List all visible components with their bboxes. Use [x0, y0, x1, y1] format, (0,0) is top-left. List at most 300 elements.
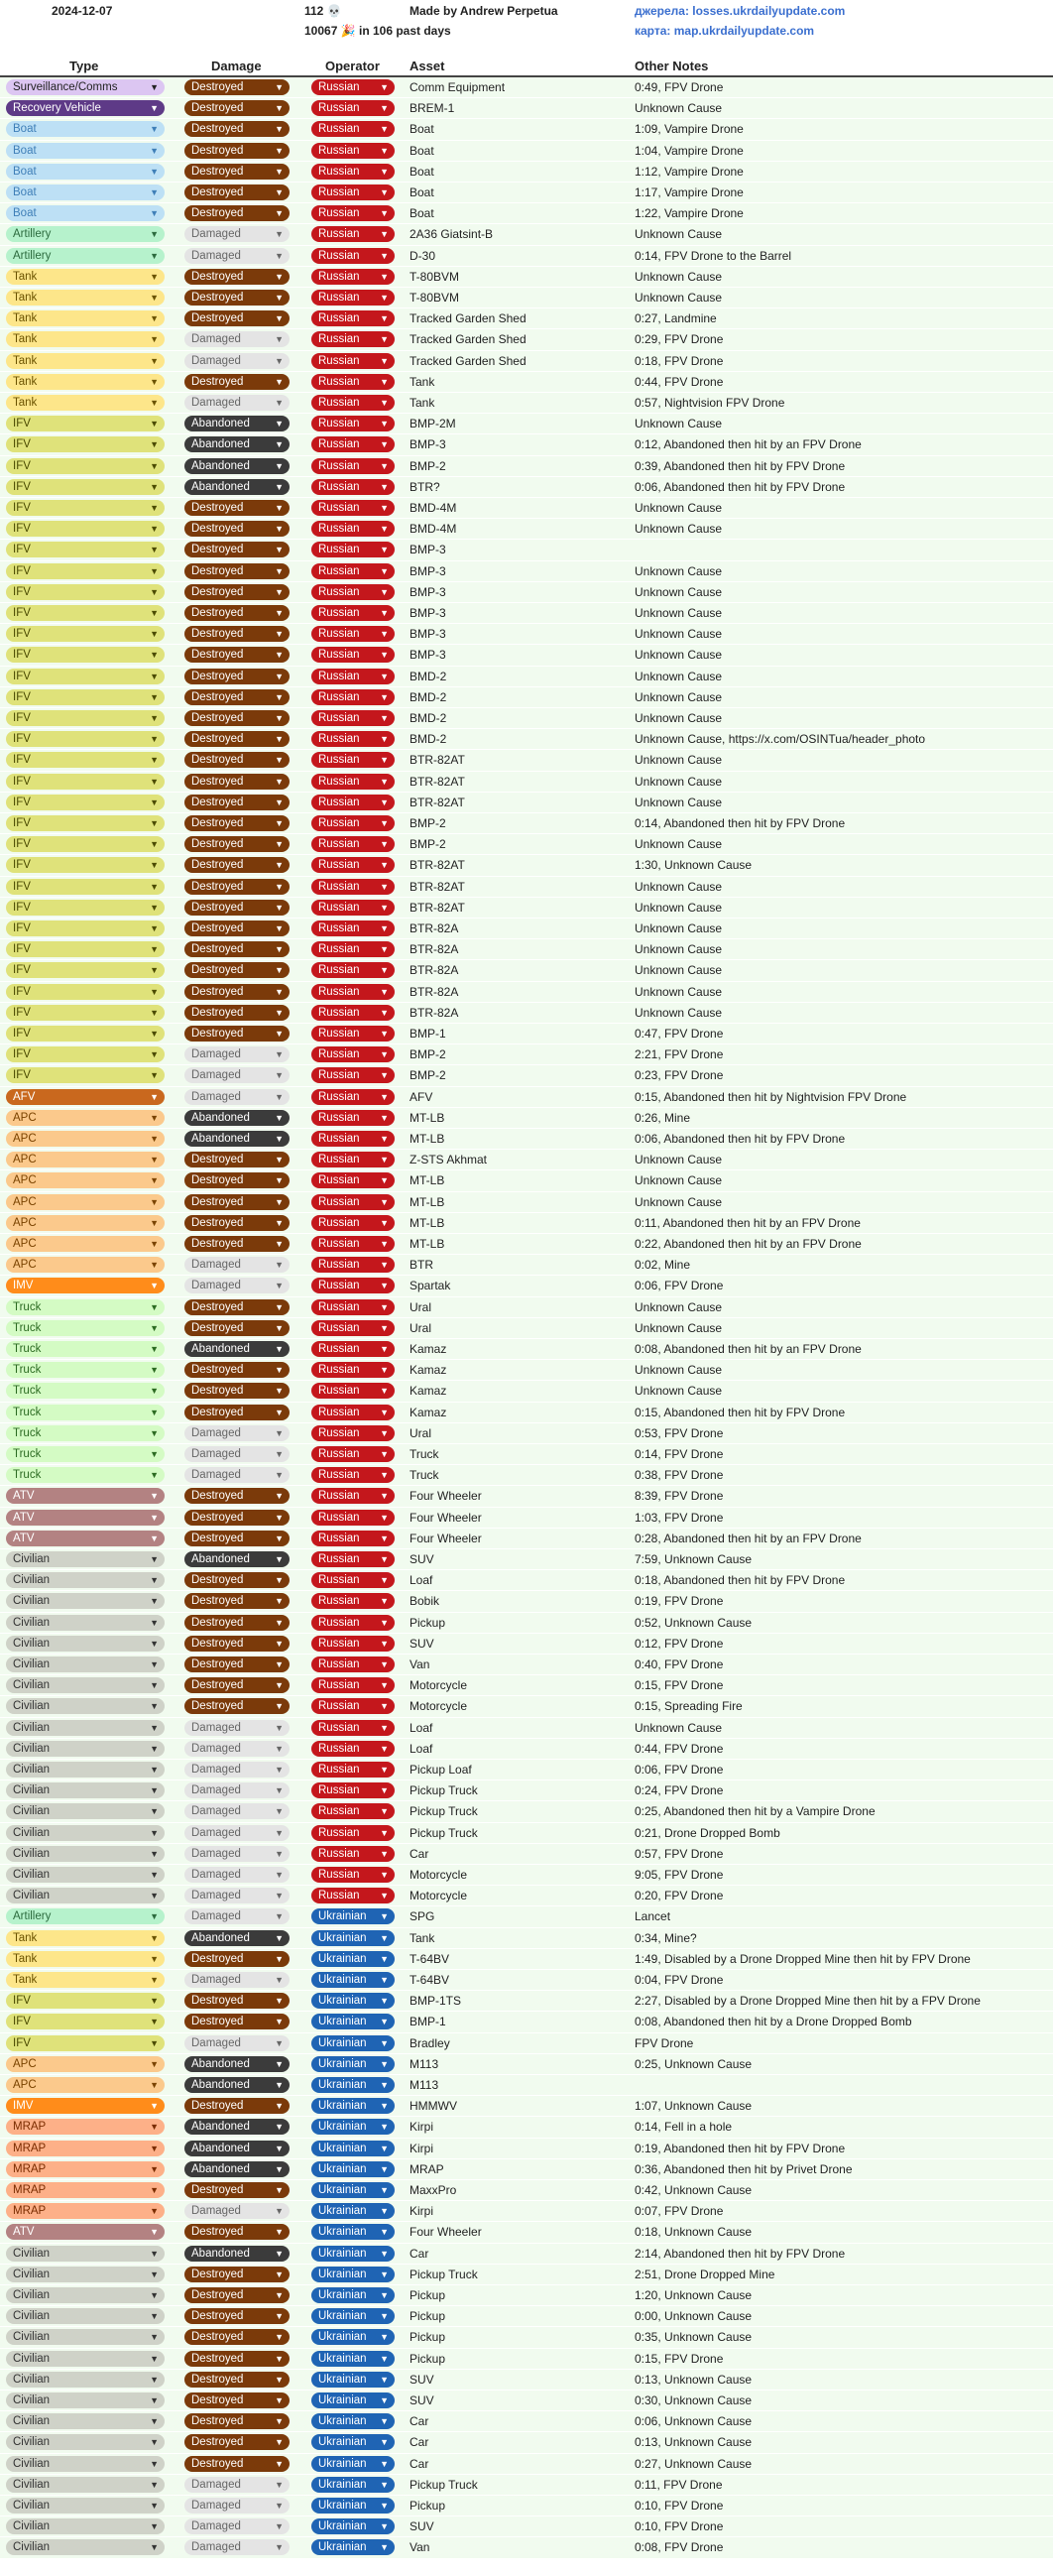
column-header-notes[interactable]: Other Notes	[635, 59, 709, 73]
damage-select[interactable]	[184, 1720, 290, 1736]
operator-select[interactable]	[311, 1320, 395, 1336]
dropdown-arrow-icon[interactable]: ▼	[380, 2248, 389, 2259]
type-select[interactable]	[6, 1194, 165, 1210]
dropdown-arrow-icon[interactable]: ▼	[380, 313, 389, 324]
dropdown-arrow-icon[interactable]: ▼	[150, 481, 159, 492]
dropdown-arrow-icon[interactable]: ▼	[150, 860, 159, 871]
dropdown-arrow-icon[interactable]: ▼	[380, 145, 389, 156]
dropdown-arrow-icon[interactable]: ▼	[380, 1322, 389, 1333]
dropdown-arrow-icon[interactable]: ▼	[275, 2311, 284, 2322]
dropdown-arrow-icon[interactable]: ▼	[150, 166, 159, 177]
type-select[interactable]	[6, 1172, 165, 1188]
type-select[interactable]	[6, 1908, 165, 1924]
type-select[interactable]	[6, 2287, 165, 2303]
damage-select[interactable]	[184, 731, 290, 747]
damage-select[interactable]	[184, 310, 290, 326]
dropdown-arrow-icon[interactable]: ▼	[380, 2458, 389, 2469]
type-select[interactable]	[6, 1593, 165, 1609]
type-select[interactable]	[6, 584, 165, 600]
dropdown-arrow-icon[interactable]: ▼	[150, 1785, 159, 1796]
dropdown-arrow-icon[interactable]: ▼	[275, 1827, 284, 1838]
type-select[interactable]	[6, 2372, 165, 2388]
operator-select[interactable]	[311, 395, 395, 411]
dropdown-arrow-icon[interactable]: ▼	[275, 250, 284, 261]
dropdown-arrow-icon[interactable]: ▼	[380, 545, 389, 555]
damage-select[interactable]	[184, 458, 290, 474]
type-select[interactable]	[6, 1257, 165, 1273]
damage-select[interactable]	[184, 1467, 290, 1483]
dropdown-arrow-icon[interactable]: ▼	[275, 2416, 284, 2427]
type-select[interactable]	[6, 1488, 165, 1504]
dropdown-arrow-icon[interactable]: ▼	[380, 1891, 389, 1901]
operator-select[interactable]	[311, 331, 395, 347]
dropdown-arrow-icon[interactable]: ▼	[275, 1491, 284, 1502]
dropdown-arrow-icon[interactable]: ▼	[275, 1722, 284, 1733]
type-select[interactable]	[6, 458, 165, 474]
dropdown-arrow-icon[interactable]: ▼	[380, 629, 389, 640]
dropdown-arrow-icon[interactable]: ▼	[380, 2037, 389, 2048]
type-select[interactable]	[6, 1698, 165, 1714]
damage-select[interactable]	[184, 1425, 290, 1441]
type-select[interactable]	[6, 290, 165, 306]
dropdown-arrow-icon[interactable]: ▼	[150, 82, 159, 92]
damage-select[interactable]	[184, 2413, 290, 2429]
damage-select[interactable]	[184, 2141, 290, 2156]
damage-select[interactable]	[184, 669, 290, 684]
dropdown-arrow-icon[interactable]: ▼	[275, 2353, 284, 2364]
dropdown-arrow-icon[interactable]: ▼	[380, 608, 389, 618]
dropdown-arrow-icon[interactable]: ▼	[275, 1533, 284, 1543]
dropdown-arrow-icon[interactable]: ▼	[275, 586, 284, 597]
damage-select[interactable]	[184, 2477, 290, 2493]
damage-select[interactable]	[184, 416, 290, 431]
type-select[interactable]	[6, 1046, 165, 1062]
dropdown-arrow-icon[interactable]: ▼	[380, 1196, 389, 1207]
operator-select[interactable]	[311, 962, 395, 978]
dropdown-arrow-icon[interactable]: ▼	[380, 103, 389, 114]
dropdown-arrow-icon[interactable]: ▼	[275, 923, 284, 933]
type-select[interactable]	[6, 563, 165, 579]
dropdown-arrow-icon[interactable]: ▼	[275, 1007, 284, 1018]
dropdown-arrow-icon[interactable]: ▼	[150, 2479, 159, 2490]
type-select[interactable]	[6, 1110, 165, 1126]
dropdown-arrow-icon[interactable]: ▼	[150, 124, 159, 135]
type-select[interactable]	[6, 669, 165, 684]
dropdown-arrow-icon[interactable]: ▼	[275, 1091, 284, 1102]
type-select[interactable]	[6, 2392, 165, 2408]
type-select[interactable]	[6, 2077, 165, 2093]
damage-select[interactable]	[184, 2077, 290, 2093]
type-select[interactable]	[6, 1572, 165, 1588]
dropdown-arrow-icon[interactable]: ▼	[275, 1596, 284, 1607]
dropdown-arrow-icon[interactable]: ▼	[275, 460, 284, 471]
type-select[interactable]	[6, 1067, 165, 1083]
operator-select[interactable]	[311, 2035, 395, 2051]
type-select[interactable]	[6, 2141, 165, 2156]
dropdown-arrow-icon[interactable]: ▼	[275, 1260, 284, 1271]
operator-select[interactable]	[311, 1046, 395, 1062]
operator-select[interactable]	[311, 205, 395, 221]
operator-select[interactable]	[311, 1467, 395, 1483]
dropdown-arrow-icon[interactable]: ▼	[380, 1701, 389, 1712]
operator-select[interactable]	[311, 941, 395, 957]
dropdown-arrow-icon[interactable]: ▼	[380, 208, 389, 219]
type-select[interactable]	[6, 1299, 165, 1315]
type-select[interactable]	[6, 1531, 165, 1546]
dropdown-arrow-icon[interactable]: ▼	[380, 1533, 389, 1543]
type-select[interactable]	[6, 2498, 165, 2514]
dropdown-arrow-icon[interactable]: ▼	[150, 355, 159, 366]
dropdown-arrow-icon[interactable]: ▼	[150, 839, 159, 850]
dropdown-arrow-icon[interactable]: ▼	[150, 1070, 159, 1081]
dropdown-arrow-icon[interactable]: ▼	[150, 1870, 159, 1880]
damage-select[interactable]	[184, 2056, 290, 2072]
dropdown-arrow-icon[interactable]: ▼	[380, 2143, 389, 2153]
damage-select[interactable]	[184, 79, 290, 95]
dropdown-arrow-icon[interactable]: ▼	[275, 2122, 284, 2133]
dropdown-arrow-icon[interactable]: ▼	[150, 713, 159, 723]
dropdown-arrow-icon[interactable]: ▼	[275, 1975, 284, 1985]
dropdown-arrow-icon[interactable]: ▼	[380, 2290, 389, 2300]
dropdown-arrow-icon[interactable]: ▼	[380, 2521, 389, 2532]
dropdown-arrow-icon[interactable]: ▼	[380, 1449, 389, 1459]
operator-select[interactable]	[311, 1677, 395, 1693]
dropdown-arrow-icon[interactable]: ▼	[380, 2437, 389, 2448]
dropdown-arrow-icon[interactable]: ▼	[275, 2479, 284, 2490]
type-select[interactable]	[6, 815, 165, 831]
type-select[interactable]	[6, 1341, 165, 1357]
operator-select[interactable]	[311, 2539, 395, 2555]
operator-select[interactable]	[311, 1131, 395, 1147]
damage-select[interactable]	[184, 374, 290, 390]
dropdown-arrow-icon[interactable]: ▼	[275, 629, 284, 640]
dropdown-arrow-icon[interactable]: ▼	[150, 1301, 159, 1312]
type-select[interactable]	[6, 521, 165, 537]
dropdown-arrow-icon[interactable]: ▼	[150, 2416, 159, 2427]
dropdown-arrow-icon[interactable]: ▼	[380, 818, 389, 828]
dropdown-arrow-icon[interactable]: ▼	[275, 671, 284, 681]
operator-select[interactable]	[311, 1110, 395, 1126]
dropdown-arrow-icon[interactable]: ▼	[150, 2122, 159, 2133]
column-header-type[interactable]: Type	[69, 59, 99, 73]
damage-select[interactable]	[184, 2119, 290, 2135]
dropdown-arrow-icon[interactable]: ▼	[380, 250, 389, 261]
dropdown-arrow-icon[interactable]: ▼	[380, 2185, 389, 2195]
dropdown-arrow-icon[interactable]: ▼	[150, 1891, 159, 1901]
dropdown-arrow-icon[interactable]: ▼	[380, 503, 389, 513]
dropdown-arrow-icon[interactable]: ▼	[150, 2332, 159, 2343]
dropdown-arrow-icon[interactable]: ▼	[380, 1155, 389, 1165]
operator-select[interactable]	[311, 2413, 395, 2429]
dropdown-arrow-icon[interactable]: ▼	[275, 1743, 284, 1754]
dropdown-arrow-icon[interactable]: ▼	[380, 1554, 389, 1564]
type-select[interactable]	[6, 1677, 165, 1693]
operator-select[interactable]	[311, 879, 395, 895]
type-select[interactable]	[6, 353, 165, 369]
damage-select[interactable]	[184, 121, 290, 137]
dropdown-arrow-icon[interactable]: ▼	[275, 1512, 284, 1523]
operator-select[interactable]	[311, 1741, 395, 1757]
dropdown-arrow-icon[interactable]: ▼	[380, 2101, 389, 2112]
dropdown-arrow-icon[interactable]: ▼	[150, 419, 159, 429]
dropdown-arrow-icon[interactable]: ▼	[150, 1322, 159, 1333]
operator-select[interactable]	[311, 2014, 395, 2029]
dropdown-arrow-icon[interactable]: ▼	[150, 629, 159, 640]
dropdown-arrow-icon[interactable]: ▼	[150, 2353, 159, 2364]
damage-select[interactable]	[184, 1383, 290, 1399]
dropdown-arrow-icon[interactable]: ▼	[150, 145, 159, 156]
dropdown-arrow-icon[interactable]: ▼	[380, 1175, 389, 1186]
type-select[interactable]	[6, 1888, 165, 1903]
dropdown-arrow-icon[interactable]: ▼	[150, 1217, 159, 1228]
dropdown-arrow-icon[interactable]: ▼	[150, 797, 159, 807]
dropdown-arrow-icon[interactable]: ▼	[150, 1029, 159, 1039]
dropdown-arrow-icon[interactable]: ▼	[275, 1701, 284, 1712]
damage-select[interactable]	[184, 1888, 290, 1903]
type-select[interactable]	[6, 2224, 165, 2240]
dropdown-arrow-icon[interactable]: ▼	[380, 166, 389, 177]
dropdown-arrow-icon[interactable]: ▼	[275, 2058, 284, 2069]
dropdown-arrow-icon[interactable]: ▼	[150, 187, 159, 197]
operator-select[interactable]	[311, 1362, 395, 1378]
damage-select[interactable]	[184, 2161, 290, 2177]
dropdown-arrow-icon[interactable]: ▼	[150, 2206, 159, 2217]
operator-select[interactable]	[311, 164, 395, 180]
operator-select[interactable]	[311, 416, 395, 431]
dropdown-arrow-icon[interactable]: ▼	[275, 1996, 284, 2007]
damage-select[interactable]	[184, 1846, 290, 1862]
damage-select[interactable]	[184, 1972, 290, 1988]
operator-select[interactable]	[311, 731, 395, 747]
damage-select[interactable]	[184, 626, 290, 642]
dropdown-arrow-icon[interactable]: ▼	[275, 103, 284, 114]
dropdown-arrow-icon[interactable]: ▼	[380, 1386, 389, 1397]
dropdown-arrow-icon[interactable]: ▼	[380, 1091, 389, 1102]
dropdown-arrow-icon[interactable]: ▼	[150, 398, 159, 408]
damage-select[interactable]	[184, 2392, 290, 2408]
dropdown-arrow-icon[interactable]: ▼	[275, 691, 284, 702]
damage-select[interactable]	[184, 1762, 290, 1778]
dropdown-arrow-icon[interactable]: ▼	[150, 1365, 159, 1376]
dropdown-arrow-icon[interactable]: ▼	[150, 986, 159, 997]
operator-select[interactable]	[311, 857, 395, 873]
dropdown-arrow-icon[interactable]: ▼	[380, 1239, 389, 1249]
operator-select[interactable]	[311, 1867, 395, 1883]
operator-select[interactable]	[311, 2456, 395, 2472]
type-select[interactable]	[6, 1405, 165, 1420]
damage-select[interactable]	[184, 920, 290, 936]
type-select[interactable]	[6, 2161, 165, 2177]
dropdown-arrow-icon[interactable]: ▼	[380, 1575, 389, 1586]
damage-select[interactable]	[184, 100, 290, 116]
dropdown-arrow-icon[interactable]: ▼	[150, 1827, 159, 1838]
operator-select[interactable]	[311, 1510, 395, 1526]
operator-select[interactable]	[311, 100, 395, 116]
type-select[interactable]	[6, 2035, 165, 2051]
dropdown-arrow-icon[interactable]: ▼	[275, 124, 284, 135]
dropdown-arrow-icon[interactable]: ▼	[150, 1617, 159, 1628]
damage-select[interactable]	[184, 2351, 290, 2367]
type-select[interactable]	[6, 752, 165, 768]
operator-select[interactable]	[311, 500, 395, 516]
dropdown-arrow-icon[interactable]: ▼	[380, 1427, 389, 1438]
dropdown-arrow-icon[interactable]: ▼	[150, 2058, 159, 2069]
damage-select[interactable]	[184, 2329, 290, 2345]
dropdown-arrow-icon[interactable]: ▼	[150, 1155, 159, 1165]
dropdown-arrow-icon[interactable]: ▼	[150, 1427, 159, 1438]
dropdown-arrow-icon[interactable]: ▼	[150, 691, 159, 702]
dropdown-arrow-icon[interactable]: ▼	[150, 2395, 159, 2405]
dropdown-arrow-icon[interactable]: ▼	[275, 713, 284, 723]
dropdown-arrow-icon[interactable]: ▼	[275, 271, 284, 282]
operator-select[interactable]	[311, 584, 395, 600]
type-select[interactable]	[6, 2014, 165, 2029]
type-select[interactable]	[6, 79, 165, 95]
dropdown-arrow-icon[interactable]: ▼	[150, 965, 159, 976]
dropdown-arrow-icon[interactable]: ▼	[380, 776, 389, 787]
type-select[interactable]	[6, 1615, 165, 1631]
operator-select[interactable]	[311, 2518, 395, 2534]
dropdown-arrow-icon[interactable]: ▼	[150, 313, 159, 324]
damage-select[interactable]	[184, 1930, 290, 1946]
type-select[interactable]	[6, 1152, 165, 1167]
damage-select[interactable]	[184, 2224, 290, 2240]
dropdown-arrow-icon[interactable]: ▼	[275, 1575, 284, 1586]
dropdown-arrow-icon[interactable]: ▼	[380, 124, 389, 135]
dropdown-arrow-icon[interactable]: ▼	[275, 1239, 284, 1249]
damage-select[interactable]	[184, 774, 290, 790]
type-select[interactable]	[6, 1972, 165, 1988]
dropdown-arrow-icon[interactable]: ▼	[380, 1512, 389, 1523]
damage-select[interactable]	[184, 857, 290, 873]
operator-select[interactable]	[311, 2434, 395, 2450]
damage-select[interactable]	[184, 584, 290, 600]
operator-select[interactable]	[311, 1782, 395, 1798]
dropdown-arrow-icon[interactable]: ▼	[275, 1470, 284, 1481]
dropdown-arrow-icon[interactable]: ▼	[275, 1407, 284, 1417]
operator-select[interactable]	[311, 647, 395, 663]
dropdown-arrow-icon[interactable]: ▼	[275, 797, 284, 807]
dropdown-arrow-icon[interactable]: ▼	[380, 2269, 389, 2279]
dropdown-arrow-icon[interactable]: ▼	[380, 334, 389, 345]
dropdown-arrow-icon[interactable]: ▼	[275, 1932, 284, 1943]
operator-select[interactable]	[311, 1446, 395, 1462]
dropdown-arrow-icon[interactable]: ▼	[380, 481, 389, 492]
dropdown-arrow-icon[interactable]: ▼	[150, 1638, 159, 1649]
dropdown-arrow-icon[interactable]: ▼	[275, 419, 284, 429]
dropdown-arrow-icon[interactable]: ▼	[150, 586, 159, 597]
damage-select[interactable]	[184, 331, 290, 347]
dropdown-arrow-icon[interactable]: ▼	[150, 2101, 159, 2112]
damage-select[interactable]	[184, 1867, 290, 1883]
damage-select[interactable]	[184, 1803, 290, 1819]
operator-select[interactable]	[311, 1341, 395, 1357]
operator-select[interactable]	[311, 984, 395, 1000]
operator-select[interactable]	[311, 752, 395, 768]
damage-select[interactable]	[184, 1046, 290, 1062]
dropdown-arrow-icon[interactable]: ▼	[150, 1512, 159, 1523]
damage-select[interactable]	[184, 2014, 290, 2029]
dropdown-arrow-icon[interactable]: ▼	[380, 1848, 389, 1859]
type-select[interactable]	[6, 857, 165, 873]
operator-select[interactable]	[311, 1005, 395, 1021]
operator-select[interactable]	[311, 795, 395, 810]
dropdown-arrow-icon[interactable]: ▼	[150, 1175, 159, 1186]
damage-select[interactable]	[184, 1908, 290, 1924]
dropdown-arrow-icon[interactable]: ▼	[380, 1765, 389, 1775]
operator-select[interactable]	[311, 121, 395, 137]
dropdown-arrow-icon[interactable]: ▼	[150, 2227, 159, 2238]
dropdown-arrow-icon[interactable]: ▼	[150, 376, 159, 387]
dropdown-arrow-icon[interactable]: ▼	[380, 1365, 389, 1376]
dropdown-arrow-icon[interactable]: ▼	[150, 1806, 159, 1817]
type-select[interactable]	[6, 269, 165, 285]
operator-select[interactable]	[311, 1257, 395, 1273]
damage-select[interactable]	[184, 795, 290, 810]
dropdown-arrow-icon[interactable]: ▼	[275, 1953, 284, 1964]
dropdown-arrow-icon[interactable]: ▼	[150, 1743, 159, 1754]
dropdown-arrow-icon[interactable]: ▼	[275, 2143, 284, 2153]
damage-select[interactable]	[184, 1089, 290, 1105]
dropdown-arrow-icon[interactable]: ▼	[150, 1765, 159, 1775]
dropdown-arrow-icon[interactable]: ▼	[150, 2163, 159, 2174]
damage-select[interactable]	[184, 2518, 290, 2534]
operator-select[interactable]	[311, 1720, 395, 1736]
type-select[interactable]	[6, 542, 165, 557]
dropdown-arrow-icon[interactable]: ▼	[275, 2248, 284, 2259]
dropdown-arrow-icon[interactable]: ▼	[275, 2542, 284, 2553]
type-select[interactable]	[6, 900, 165, 916]
damage-select[interactable]	[184, 1405, 290, 1420]
dropdown-arrow-icon[interactable]: ▼	[275, 1848, 284, 1859]
operator-select[interactable]	[311, 1698, 395, 1714]
type-select[interactable]	[6, 941, 165, 957]
sources-link[interactable]: джерела: losses.ukrdailyupdate.com	[635, 4, 846, 18]
damage-select[interactable]	[184, 143, 290, 159]
dropdown-arrow-icon[interactable]: ▼	[275, 2332, 284, 2343]
operator-select[interactable]	[311, 1425, 395, 1441]
dropdown-arrow-icon[interactable]: ▼	[275, 1175, 284, 1186]
type-select[interactable]	[6, 184, 165, 200]
damage-select[interactable]	[184, 815, 290, 831]
dropdown-arrow-icon[interactable]: ▼	[150, 1491, 159, 1502]
dropdown-arrow-icon[interactable]: ▼	[380, 1260, 389, 1271]
operator-select[interactable]	[311, 1615, 395, 1631]
operator-select[interactable]	[311, 689, 395, 705]
dropdown-arrow-icon[interactable]: ▼	[150, 923, 159, 933]
dropdown-arrow-icon[interactable]: ▼	[275, 944, 284, 955]
type-select[interactable]	[6, 395, 165, 411]
operator-select[interactable]	[311, 1215, 395, 1231]
operator-select[interactable]	[311, 815, 395, 831]
dropdown-arrow-icon[interactable]: ▼	[150, 1134, 159, 1144]
damage-select[interactable]	[184, 1005, 290, 1021]
dropdown-arrow-icon[interactable]: ▼	[380, 2501, 389, 2511]
dropdown-arrow-icon[interactable]: ▼	[275, 608, 284, 618]
dropdown-arrow-icon[interactable]: ▼	[380, 1680, 389, 1691]
dropdown-arrow-icon[interactable]: ▼	[275, 1638, 284, 1649]
dropdown-arrow-icon[interactable]: ▼	[275, 524, 284, 535]
dropdown-arrow-icon[interactable]: ▼	[275, 2458, 284, 2469]
operator-select[interactable]	[311, 1531, 395, 1546]
dropdown-arrow-icon[interactable]: ▼	[275, 166, 284, 177]
damage-select[interactable]	[184, 1741, 290, 1757]
dropdown-arrow-icon[interactable]: ▼	[275, 1806, 284, 1817]
damage-select[interactable]	[184, 1278, 290, 1293]
dropdown-arrow-icon[interactable]: ▼	[150, 271, 159, 282]
dropdown-arrow-icon[interactable]: ▼	[275, 1112, 284, 1123]
dropdown-arrow-icon[interactable]: ▼	[275, 2017, 284, 2027]
